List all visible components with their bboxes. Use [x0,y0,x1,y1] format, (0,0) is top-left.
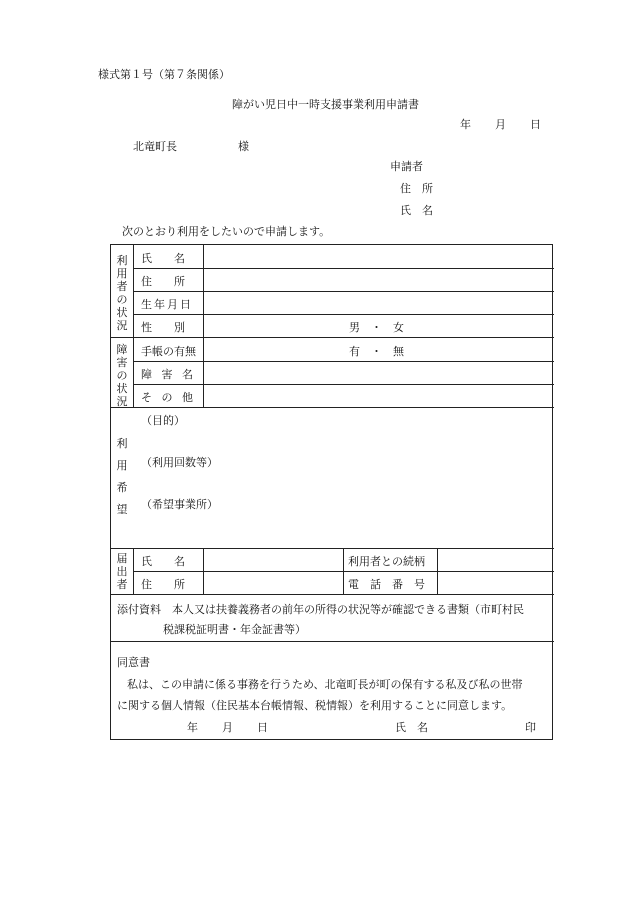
purpose-label: （目的） [141,414,185,427]
addressee-suffix: 様 [238,140,249,153]
form-number: 様式第１号（第７条関係） [98,68,230,81]
applicant-name-label: 氏 名 [400,204,433,217]
usage-section: 利用希望 [116,437,128,516]
disability-section: 障害の状況 [116,343,128,408]
attachments-line2: 税課税証明書・年金証書等） [163,623,306,636]
consent-name-label: 氏 名 [395,721,428,734]
user-birth-label: 生年月日 [141,298,193,311]
facility-label: （希望事業所） [141,498,218,511]
attachments-line1: 添付資料 本人又は扶養義務者の前年の所得の状況等が確認できる書類（市町村民 [117,603,524,616]
consent-month: 月 [222,721,233,734]
user-address-label: 住 所 [141,275,185,288]
seal-mark: 印 [525,721,536,734]
phone-label: 電 話 番 号 [348,578,425,591]
user-sex-label: 性 別 [141,321,185,334]
notifier-section: 届出者 [116,552,128,591]
page-title: 障がい児日中一時支援事業利用申請書 [232,98,419,111]
applicant-address-label: 住 所 [400,182,433,195]
consent-line1: 私は、この申請に係る事務を行うため、北竜町長が町の保有する私及び私の世帯 [127,678,523,691]
consent-title: 同意書 [117,656,150,669]
notifier-address-label: 住 所 [141,578,185,591]
other-label: そ の 他 [141,391,196,404]
disability-name-label: 障 害 名 [141,368,196,381]
date-year: 年 [460,118,471,131]
date-day: 日 [530,118,541,131]
intro-text: 次のとおり利用をしたいので申請します。 [122,225,331,238]
application-table [110,244,553,740]
frequency-label: （利用回数等） [141,456,218,469]
consent-line2: に関する個人情報（住民基本台帳情報、税情報）を利用することに同意します。 [117,699,513,712]
consent-day: 日 [257,721,268,734]
applicant-label: 申請者 [390,160,423,173]
sex-options: 男 ・ 女 [349,321,404,334]
handbook-options: 有 ・ 無 [349,345,404,358]
date-month: 月 [495,118,506,131]
notifier-name-label: 氏 名 [141,555,185,568]
addressee: 北竜町長 [133,140,177,153]
consent-year: 年 [187,721,198,734]
user-status-section: 利用者の状況 [116,254,128,332]
relation-label: 利用者との続柄 [348,555,425,568]
user-name-label: 氏 名 [141,252,185,265]
handbook-label: 手帳の有無 [141,345,196,358]
